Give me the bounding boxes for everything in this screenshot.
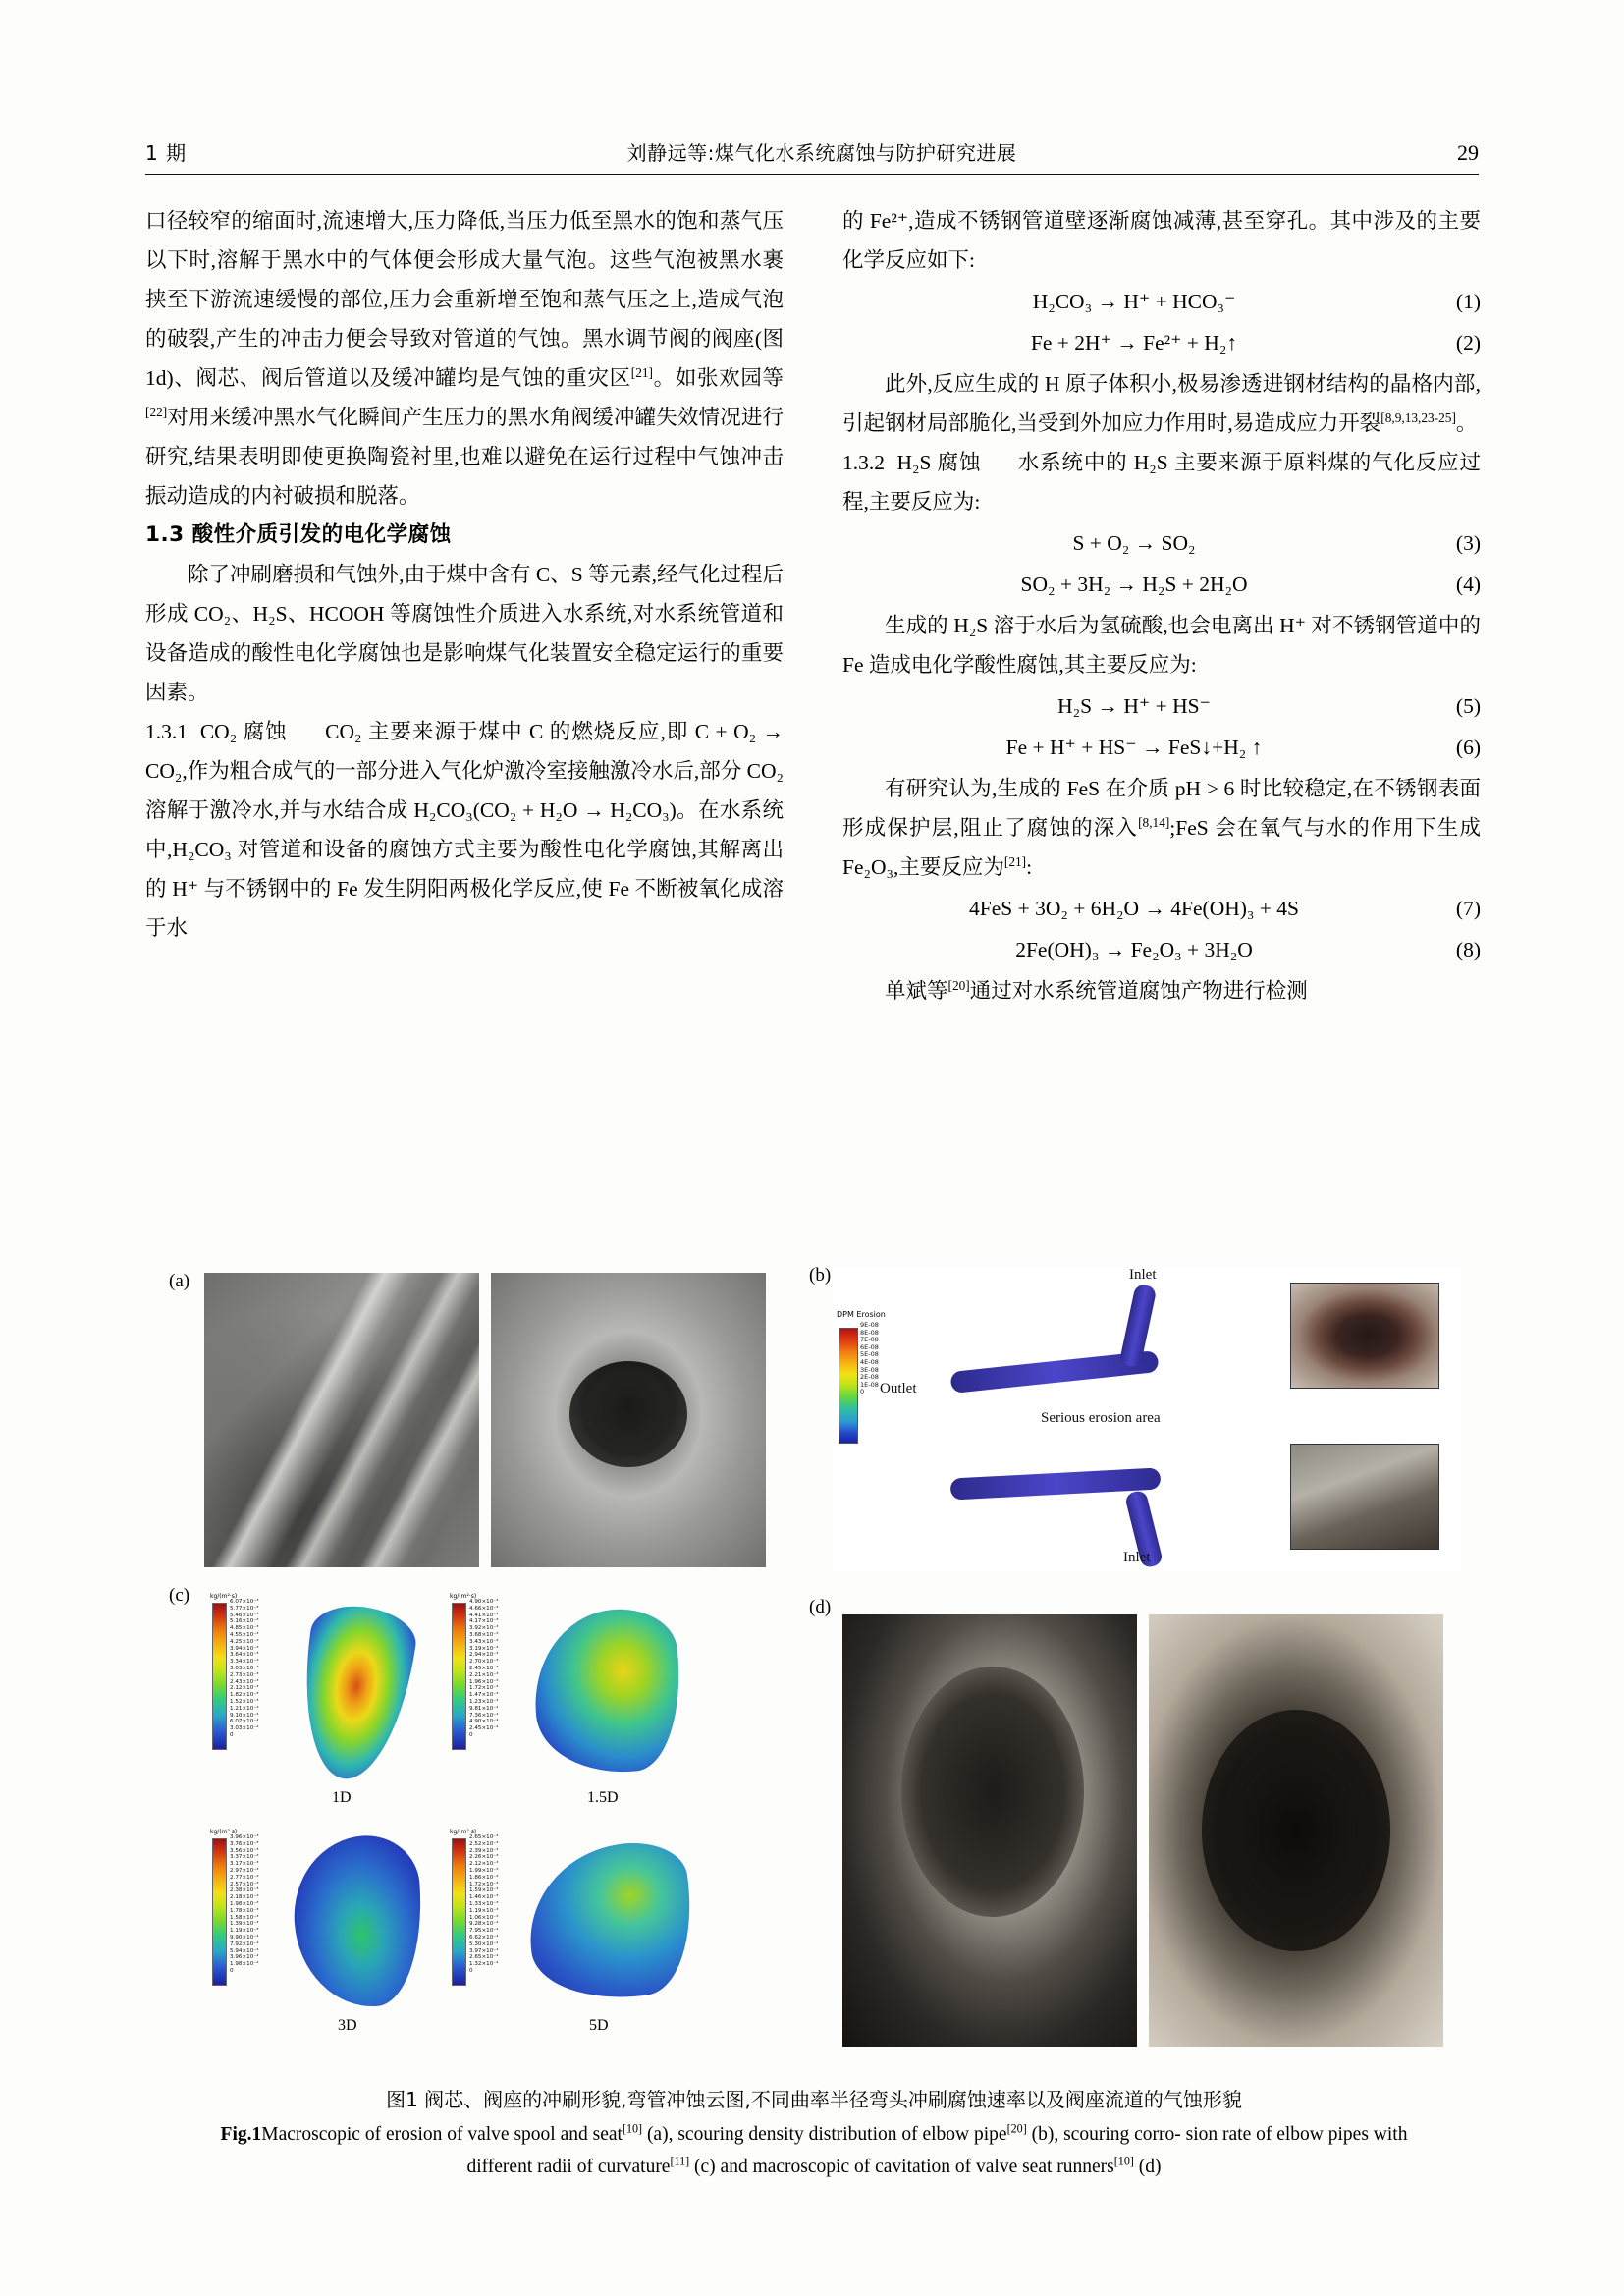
section-heading-1-3: 1.3 酸性介质引发的电化学腐蚀 bbox=[145, 522, 452, 547]
photo-inset-erosion-outlet bbox=[1290, 1444, 1439, 1550]
equation-7-number: (7) bbox=[1455, 897, 1481, 920]
tick: 1.72×10⁻³ bbox=[469, 1685, 499, 1692]
tick: 7E-08 bbox=[860, 1336, 879, 1344]
figure-1 bbox=[145, 1259, 1481, 2074]
equation-1-number: (1) bbox=[1455, 290, 1481, 313]
equation-1 bbox=[842, 282, 1481, 321]
citation-ref: [10] bbox=[622, 2121, 643, 2136]
citation-ref: [20] bbox=[1006, 2121, 1027, 2136]
tick: 3.96×10⁻³ bbox=[230, 1834, 259, 1840]
citation-ref: [8,14] bbox=[1138, 814, 1170, 830]
equation-5-number: (5) bbox=[1455, 694, 1481, 718]
tick: 5.16×10⁻³ bbox=[230, 1618, 259, 1625]
tick: 9.90×10⁻⁴ bbox=[230, 1934, 259, 1941]
tick: 1.06×10⁻³ bbox=[469, 1914, 499, 1921]
tick: 7.95×10⁻⁴ bbox=[469, 1928, 499, 1935]
tick: 1.98×10⁻⁴ bbox=[230, 1961, 259, 1968]
tick: 4.17×10⁻³ bbox=[469, 1618, 499, 1625]
caption-en-text-2c: (d) bbox=[1133, 2157, 1162, 2177]
tick: 2.70×10⁻³ bbox=[469, 1659, 499, 1666]
label-5D: 5D bbox=[589, 2017, 609, 2034]
tick: 5.46×10⁻³ bbox=[230, 1612, 259, 1618]
para-text-cont: 。 bbox=[1455, 411, 1478, 435]
figure-caption bbox=[187, 2084, 1441, 2183]
tick: 2.73×10⁻³ bbox=[230, 1671, 259, 1678]
colorbar-ticks-3D bbox=[230, 1834, 258, 1975]
tick: 3.56×10⁻³ bbox=[230, 1847, 259, 1854]
panel-label-a: (a) bbox=[169, 1271, 190, 1291]
tick: 3.97×10⁻⁴ bbox=[469, 1947, 499, 1954]
text-columns bbox=[145, 201, 1481, 1011]
page-header bbox=[145, 130, 1479, 175]
tick: 6E-08 bbox=[860, 1342, 879, 1351]
equation-4 bbox=[842, 565, 1481, 604]
tick: 5.94×10⁻⁴ bbox=[230, 1947, 259, 1954]
equation-4-number: (4) bbox=[1455, 573, 1481, 596]
caption-en-text: Macroscopic of erosion of valve spool and seat bbox=[261, 2124, 623, 2145]
subsection-number: 1.3.1 bbox=[145, 720, 188, 743]
tick: 3.03×10⁻³ bbox=[230, 1665, 259, 1671]
tick: 2.21×10⁻³ bbox=[469, 1671, 499, 1678]
tick: 9.81×10⁻⁴ bbox=[469, 1705, 499, 1712]
tick: 1.99×10⁻³ bbox=[469, 1867, 499, 1874]
tick: 3.34×10⁻³ bbox=[230, 1659, 259, 1666]
equation-7-body: 4FeS + 3O₂ + 6H₂O → 4Fe(OH)₃ + 4S bbox=[969, 897, 1299, 920]
paragraph-fes-film bbox=[842, 769, 1481, 887]
paragraph-acid-media: 除了冲刷磨损和气蚀外,由于煤中含有 C、S 等元素,经气化过程后形成 CO₂、H₂S、HCOOH 等腐蚀性介质进入水系统,对水系统管道和设备造成的酸性电化学腐蚀也是影响煤气化装置安全稳定运行的重要因素。 bbox=[145, 563, 784, 704]
tick: 1.32×10⁻⁴ bbox=[469, 1961, 499, 1968]
tick: 4.85×10⁻³ bbox=[230, 1625, 259, 1632]
tick: 2.94×10⁻³ bbox=[469, 1652, 499, 1659]
tick: 0 bbox=[230, 1731, 234, 1738]
tick: 3.92×10⁻³ bbox=[469, 1625, 499, 1632]
para-text: 有研究认为,生成的 FeS 在介质 pH > 6 时比较稳定,在不锈钢表面形成保护层,阻止了腐蚀的深入 bbox=[842, 777, 1481, 840]
tick: 2.12×10⁻³ bbox=[230, 1685, 259, 1692]
caption-en-text-2: sion rate of elbow pipes with different radii of curvature bbox=[466, 2124, 1408, 2177]
colorbar-ticks-5D bbox=[469, 1834, 498, 1975]
tick: 2.97×10⁻³ bbox=[230, 1867, 259, 1874]
dpm-erosion-title: DPM Erosion bbox=[837, 1310, 886, 1319]
para-text: 单斌等 bbox=[885, 979, 948, 1003]
subsection-body: CO₂ 主要来源于煤中 C 的燃烧反应,即 C + O₂ → CO₂,作为粗合成气的一部分进入气化炉激冷室接触激冷水后,部分 CO₂ 溶解于激冷水,并与水结合成 H₂CO₃(CO₂ + H₂O → H₂CO₃)。在水系统中,H₂CO₃ 对管道和设备的腐蚀方式主要为酸性电化学腐蚀,其解离出的 H⁺ 与不锈钢中的 Fe 发生阴阳两极化学反应,使 Fe 不断被氧化成溶于水 bbox=[145, 720, 785, 940]
tick: 3.76×10⁻³ bbox=[230, 1840, 259, 1847]
tick: 2.38×10⁻³ bbox=[230, 1887, 259, 1894]
label-3D: 3D bbox=[338, 2017, 357, 2034]
tick: 4.66×10⁻³ bbox=[469, 1605, 499, 1612]
tick: 1.39×10⁻³ bbox=[230, 1921, 259, 1928]
equation-3 bbox=[842, 523, 1481, 563]
photo-seat-runner-1 bbox=[842, 1614, 1137, 2047]
colorbar-ticks-15D bbox=[469, 1599, 498, 1739]
equation-2-number: (2) bbox=[1455, 331, 1481, 355]
paragraph-fe-corrosion: 的 Fe²⁺,造成不锈钢管道壁逐渐腐蚀减薄,甚至穿孔。其中涉及的主要化学反应如下: bbox=[842, 209, 1481, 272]
para-text: 此外,反应生成的 H 原子体积小,极易渗透进钢材结构的晶格内部,引起钢材局部脆化,当受到外加应力作用时,易造成应力开裂 bbox=[842, 372, 1481, 435]
running-title: 刘静远等:煤气化水系统腐蚀与防护研究进展 bbox=[626, 141, 1017, 165]
tick: 7.36×10⁻⁴ bbox=[469, 1712, 499, 1719]
tick: 1.72×10⁻³ bbox=[469, 1881, 499, 1887]
tick: 2.18×10⁻³ bbox=[230, 1894, 259, 1901]
tick: 1.78×10⁻³ bbox=[230, 1907, 259, 1914]
panel-label-c: (c) bbox=[169, 1585, 190, 1606]
tick: 0 bbox=[469, 1731, 473, 1738]
para-text-cont2: 对用来缓冲黑水气化瞬间产生压力的黑水角阀缓冲罐失效情况进行研究,结果表明即使更换陶瓷衬里,也难以避免在运行过程中气蚀冲击振动造成的内衬破损和脱落。 bbox=[145, 406, 784, 508]
tick: 1.86×10⁻³ bbox=[469, 1874, 499, 1881]
colorbar-1D bbox=[212, 1603, 227, 1750]
panel-label-d: (d) bbox=[809, 1597, 832, 1617]
equation-4-body: SO₂ + 3H₂ → H₂S + 2H₂O bbox=[1020, 573, 1248, 596]
equation-3-body: S + O₂ → SO₂ bbox=[1072, 531, 1196, 555]
para-text-cont2: : bbox=[1026, 855, 1033, 879]
tick: 3.43×10⁻³ bbox=[469, 1638, 499, 1645]
tick: 2E-08 bbox=[860, 1373, 879, 1382]
tick: 4.41×10⁻³ bbox=[469, 1612, 499, 1618]
tick: 2.65×10⁻⁴ bbox=[469, 1954, 499, 1961]
para-text: 口径较窄的缩面时,流速增大,压力降低,当压力低至黑水的饱和蒸气压以下时,溶解于黑水中的气体便会形成大量气泡。这些气泡被黑水裹挟至下游流速缓慢的部位,压力会重新增至饱和蒸气压之上,造成气泡的破裂,产生的冲击力便会导致对管道的气蚀。黑水调节阀的阀座(图1d)、阀芯、阀后管道以及缓冲罐均是气蚀的重灾区 bbox=[145, 209, 784, 390]
tick: 1.59×10⁻³ bbox=[469, 1887, 499, 1894]
page-number: 29 bbox=[1457, 140, 1479, 165]
tick: 2.39×10⁻³ bbox=[469, 1847, 499, 1854]
tick: 1.23×10⁻³ bbox=[469, 1698, 499, 1705]
panel-label-b: (b) bbox=[809, 1265, 832, 1285]
label-serious-erosion-area: Serious erosion area bbox=[1041, 1410, 1161, 1426]
citation-ref: [11] bbox=[670, 2154, 690, 2168]
cfd-curvature-erosion-plots bbox=[204, 1589, 774, 2070]
tick: 3.19×10⁻³ bbox=[469, 1645, 499, 1652]
photo-valve-spool-erosion bbox=[204, 1273, 479, 1567]
equation-6-number: (6) bbox=[1455, 736, 1481, 759]
tick: 2.45×10⁻³ bbox=[469, 1665, 499, 1671]
equation-5 bbox=[842, 686, 1481, 726]
tick: 1.82×10⁻³ bbox=[230, 1692, 259, 1699]
citation-ref: [22] bbox=[145, 404, 168, 419]
photos-valve-seat-cavitation bbox=[833, 1605, 1461, 2066]
equation-2-body: Fe + 2H⁺ → Fe²⁺ + H₂↑ bbox=[1030, 331, 1238, 355]
label-15D: 1.5D bbox=[587, 1789, 619, 1806]
equation-6 bbox=[842, 728, 1481, 767]
caption-en-text-2b: (c) and macroscopic of cavitation of valve seat runners bbox=[689, 2157, 1114, 2177]
tick: 1.33×10⁻³ bbox=[469, 1900, 499, 1907]
tick: 9E-08 bbox=[860, 1321, 879, 1329]
unit-1D: kg/(m²·s) bbox=[210, 1593, 238, 1600]
tick: 1.47×10⁻³ bbox=[469, 1692, 499, 1699]
caption-en-text-b: (a), scouring density distribution of elbow pipe bbox=[642, 2124, 1007, 2145]
tick: 1.19×10⁻³ bbox=[469, 1907, 499, 1914]
equation-7 bbox=[842, 889, 1481, 928]
tick: 6.62×10⁻⁴ bbox=[469, 1934, 499, 1941]
tick: 1.46×10⁻³ bbox=[469, 1894, 499, 1901]
tick: 4E-08 bbox=[860, 1357, 879, 1366]
tick: 2.77×10⁻³ bbox=[230, 1874, 259, 1881]
equation-5-body: H₂S → H⁺ + HS⁻ bbox=[1057, 694, 1211, 718]
equation-2 bbox=[842, 323, 1481, 362]
tick: 4.90×10⁻⁴ bbox=[469, 1719, 499, 1725]
tick: 7.92×10⁻⁴ bbox=[230, 1941, 259, 1947]
citation-ref: [10] bbox=[1113, 2154, 1134, 2168]
equation-8-body: 2Fe(OH)₃ → Fe₂O₃ + 3H₂O bbox=[1015, 938, 1253, 961]
paragraph-h2s-acid: 生成的 H₂S 溶于水后为氢硫酸,也会电离出 H⁺ 对不锈钢管道中的 Fe 造成电化学酸性腐蚀,其主要反应为: bbox=[842, 614, 1481, 677]
tick: 1.96×10⁻³ bbox=[469, 1678, 499, 1685]
caption-fig-label: Fig.1 bbox=[220, 2124, 262, 2145]
subsection-number: 1.3.2 bbox=[842, 451, 885, 474]
tick: 1.52×10⁻³ bbox=[230, 1698, 259, 1705]
paragraph-detection bbox=[842, 971, 1481, 1011]
paragraph-cavitation bbox=[145, 201, 784, 516]
subsection-title: CO₂ 腐蚀 bbox=[199, 720, 288, 743]
equation-8-number: (8) bbox=[1455, 938, 1481, 961]
tick: 3.68×10⁻³ bbox=[469, 1631, 499, 1638]
tick: 1.98×10⁻³ bbox=[230, 1900, 259, 1907]
tick: 1.19×10⁻³ bbox=[230, 1928, 259, 1935]
tick: 1.21×10⁻³ bbox=[230, 1705, 259, 1712]
unit-15D: kg/(m²·s) bbox=[450, 1593, 477, 1600]
elbow-contour-1D bbox=[291, 1600, 419, 1785]
photo-valve-seat-erosion bbox=[491, 1273, 766, 1567]
elbow-contour-5D bbox=[518, 1835, 703, 2010]
elbow-contour-3D bbox=[289, 1832, 428, 2012]
tick: 5.77×10⁻³ bbox=[230, 1605, 259, 1612]
citation-ref: [21] bbox=[630, 364, 653, 380]
photo-inset-erosion-inlet bbox=[1290, 1283, 1439, 1389]
tick: 0 bbox=[469, 1967, 473, 1974]
tick: 1E-08 bbox=[860, 1380, 879, 1389]
tick: 0 bbox=[860, 1388, 865, 1396]
dpm-colorbar bbox=[839, 1328, 858, 1444]
colorbar-15D bbox=[452, 1603, 466, 1750]
tick: 4.90×10⁻³ bbox=[469, 1599, 499, 1605]
equation-6-body: Fe + H⁺ + HS⁻ → FeS↓+H₂ ↑ bbox=[1005, 736, 1263, 759]
tick: 0 bbox=[230, 1967, 234, 1974]
label-outlet: Outlet bbox=[880, 1381, 917, 1396]
tick: 3.64×10⁻³ bbox=[230, 1652, 259, 1659]
label-inlet-top: Inlet bbox=[1129, 1267, 1157, 1283]
caption-en-text-c: (b), scouring corro- bbox=[1026, 2124, 1181, 2145]
tick: 2.43×10⁻³ bbox=[230, 1678, 259, 1685]
para-text-cont: 通过对水系统管道腐蚀产物进行检测 bbox=[969, 979, 1308, 1003]
tick: 2.52×10⁻³ bbox=[469, 1840, 499, 1847]
equation-3-number: (3) bbox=[1455, 531, 1481, 555]
tick: 6.07×10⁻⁴ bbox=[230, 1719, 259, 1725]
unit-3D: kg/(m²·s) bbox=[210, 1829, 238, 1835]
tick: 5.30×10⁻⁴ bbox=[469, 1941, 499, 1947]
tick: 3.96×10⁻⁴ bbox=[230, 1954, 259, 1961]
subsection-title: H₂S 腐蚀 bbox=[896, 451, 982, 474]
subsection-body: 水系统中的 H₂S 主要来源于原料煤的气化反应过程,主要反应为: bbox=[842, 451, 1482, 514]
equation-1-body: H₂CO₃ → H⁺ + HCO₃⁻ bbox=[1032, 290, 1236, 313]
unit-5D: kg/(m²·s) bbox=[450, 1829, 477, 1835]
citation-ref: [21] bbox=[1003, 853, 1027, 869]
caption-english bbox=[187, 2118, 1441, 2183]
tick: 3.37×10⁻³ bbox=[230, 1854, 259, 1861]
tick: 3.94×10⁻³ bbox=[230, 1645, 259, 1652]
tick: 4.25×10⁻³ bbox=[230, 1638, 259, 1645]
tick: 8E-08 bbox=[860, 1328, 879, 1337]
issue-label: 1 期 bbox=[145, 141, 188, 165]
tick: 4.55×10⁻³ bbox=[230, 1631, 259, 1638]
dpm-colorbar-ticks bbox=[860, 1322, 879, 1396]
tick: 2.57×10⁻³ bbox=[230, 1881, 259, 1887]
left-column bbox=[145, 201, 784, 1011]
tick: 5E-08 bbox=[860, 1350, 879, 1359]
photo-seat-runner-2 bbox=[1149, 1614, 1443, 2047]
citation-ref: [8,9,13,23-25] bbox=[1380, 410, 1456, 425]
colorbar-5D bbox=[452, 1838, 466, 1986]
elbow-contour-15D bbox=[526, 1604, 690, 1781]
tick: 9.28×10⁻⁴ bbox=[469, 1921, 499, 1928]
cfd-elbow-erosion-contour bbox=[833, 1267, 1461, 1571]
tick: 2.12×10⁻³ bbox=[469, 1861, 499, 1868]
label-inlet-bottom: Inlet bbox=[1123, 1550, 1151, 1565]
caption-chinese: 图1 阀芯、阀座的冲刷形貌,弯管冲蚀云图,不同曲率半径弯头冲刷腐蚀速率以及阀座流道的气蚀形貌 bbox=[386, 2088, 1242, 2111]
para-text-cont: ;FeS 会在氧气与水的作用下生成 Fe₂O₃,主要反应为 bbox=[842, 816, 1481, 879]
citation-ref: [20] bbox=[947, 977, 970, 993]
tick: 2.26×10⁻³ bbox=[469, 1854, 499, 1861]
paragraph-hydrogen-embrittlement bbox=[842, 364, 1481, 443]
colorbar-3D bbox=[212, 1838, 227, 1986]
para-text-cont: 。如张欢园等 bbox=[653, 366, 784, 390]
label-1D: 1D bbox=[332, 1789, 352, 1806]
tick: 9.10×10⁻⁴ bbox=[230, 1712, 259, 1719]
tick: 2.45×10⁻⁴ bbox=[469, 1725, 499, 1732]
tick: 2.65×10⁻³ bbox=[469, 1834, 499, 1840]
subsection-1-3-1 bbox=[145, 712, 784, 948]
subsection-1-3-2 bbox=[842, 443, 1481, 521]
equation-8 bbox=[842, 930, 1481, 969]
tick: 6.07×10⁻³ bbox=[230, 1599, 259, 1605]
right-column bbox=[842, 201, 1481, 1011]
tick: 3.03×10⁻⁴ bbox=[230, 1725, 259, 1732]
tick: 1.58×10⁻³ bbox=[230, 1914, 259, 1921]
tick: 3E-08 bbox=[860, 1365, 879, 1374]
tick: 3.17×10⁻³ bbox=[230, 1861, 259, 1868]
colorbar-ticks-1D bbox=[230, 1599, 258, 1739]
